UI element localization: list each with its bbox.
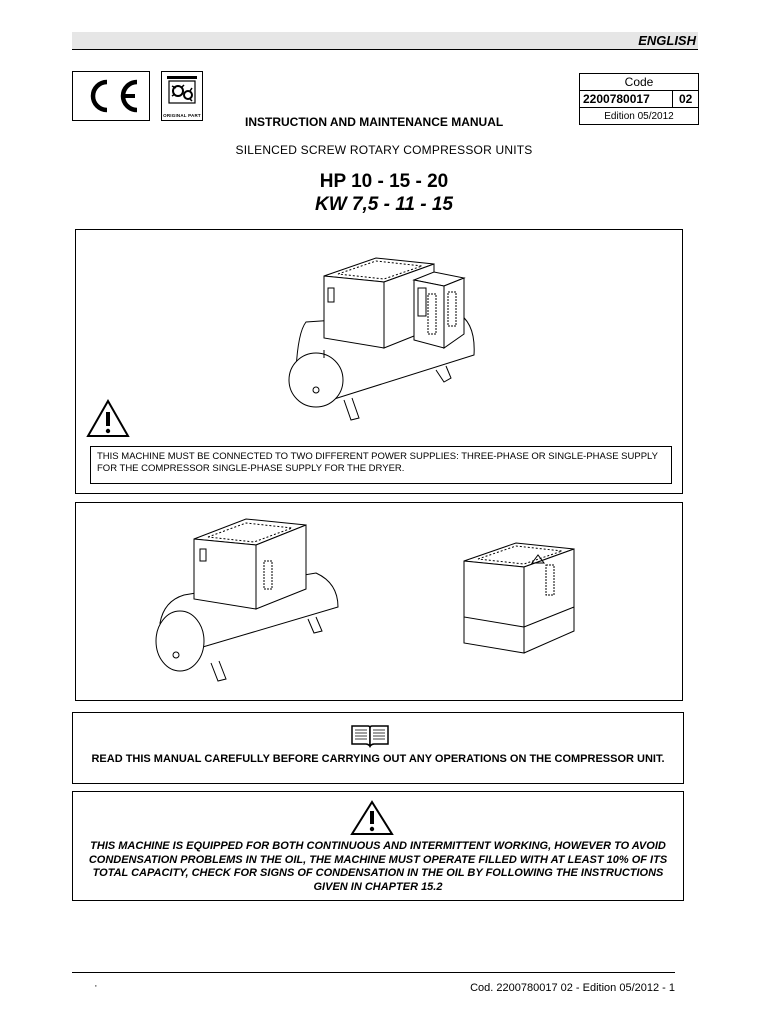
power-supply-warning: THIS MACHINE MUST BE CONNECTED TO TWO DIFFERENT POWER SUPPLIES: THREE-PHASE OR SINGLE-PHASE SUPPLY FOR THE COMPRESSOR SINGLE-PHASE SUPPLY FOR THE DRYER.	[90, 446, 672, 484]
warning-triangle-icon	[88, 401, 128, 436]
language-label: ENGLISH	[638, 33, 696, 48]
open-book-icon	[350, 722, 390, 748]
condensation-warning: THIS MACHINE IS EQUIPPED FOR BOTH CONTINUOUS AND INTERMITTENT WORKING, HOWEVER TO AVOID CONDENSATION PROBLEMS IN THE OIL, THE MACHINE MUST OPERATE FILLED WITH AT LEAST 10% OF ITS TOTAL CAPACITY, CHECK FOR SIGNS OF CONDENSATION IN THE OIL BY FOLLOWING THE INSTRUCTIONS GIVEN IN CHAPTER 15.2	[88, 840, 668, 893]
manual-title-text: INSTRUCTION AND MAINTENANCE MANUAL	[245, 115, 504, 129]
compressor-variants-illustration	[76, 503, 682, 700]
compressor-variants-figure-frame	[75, 502, 683, 701]
model-kw: KW 7,5 - 11 - 15	[315, 194, 453, 215]
edition-label: Edition 05/2012	[580, 108, 699, 125]
original-part-logo	[161, 71, 203, 121]
footer-left-mark: ·	[94, 980, 98, 992]
read-manual-warning: READ THIS MANUAL CAREFULLY BEFORE CARRYING OUT ANY OPERATIONS ON THE COMPRESSOR UNIT.	[91, 753, 665, 765]
original-part-label: ORIGINAL PART	[163, 113, 201, 118]
read-manual-notice-frame	[72, 712, 684, 784]
code-box	[579, 73, 699, 125]
language-bar	[72, 32, 698, 50]
footer-page-reference: Cod. 2200780017 02 - Edition 05/2012 - 1	[470, 982, 675, 994]
subtitle: SILENCED SCREW ROTARY COMPRESSOR UNITS	[235, 143, 533, 157]
code-revision: 02	[673, 91, 699, 108]
code-label: Code	[580, 74, 699, 91]
model-hp: HP 10 - 15 - 20	[319, 171, 449, 192]
footer-divider	[72, 972, 675, 973]
ce-mark-logo	[72, 71, 150, 121]
code-number: 2200780017	[580, 91, 673, 108]
gear-icon	[162, 72, 202, 110]
warning-triangle-icon	[350, 800, 394, 836]
ce-mark-icon	[79, 77, 143, 115]
